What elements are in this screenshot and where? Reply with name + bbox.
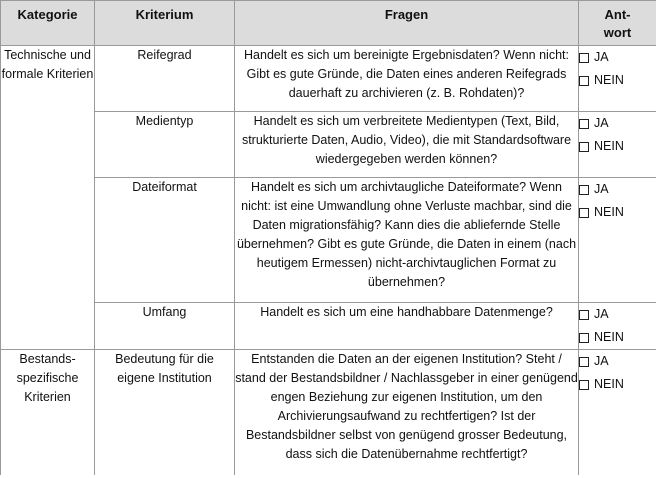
table-row (1, 178, 656, 303)
kategorie-cell: Bestands-spezifische Kriterien (1, 350, 95, 475)
kategorie-cell: Technische und formale Kriterien (1, 46, 95, 350)
option-ja[interactable] (579, 303, 656, 326)
option-ja-label: JA (594, 116, 609, 130)
option-ja-label: JA (594, 354, 609, 368)
checkbox-icon[interactable] (579, 310, 589, 320)
option-nein-label: NEIN (594, 205, 624, 219)
checkbox-icon[interactable] (579, 185, 589, 195)
table-row (1, 46, 656, 112)
antwort-cell (579, 350, 656, 475)
antwort-cell (579, 46, 656, 112)
option-ja[interactable] (579, 178, 656, 201)
checkbox-icon[interactable] (579, 53, 589, 63)
option-ja-label: JA (594, 50, 609, 64)
table-row (1, 112, 656, 178)
option-nein[interactable] (579, 69, 656, 92)
antwort-cell (579, 178, 656, 303)
kriterium-cell: Dateiformat (95, 178, 235, 303)
kriterium-cell: Bedeutung für die eigene Institution (95, 350, 235, 475)
frage-cell: Handelt es sich um verbreitete Medientypen (Text, Bild, strukturierte Daten, Audio, Video), die mit Standardsoftware wiedergegeben werden können? (235, 112, 579, 178)
kriterium-cell: Umfang (95, 303, 235, 350)
option-ja-label: JA (594, 307, 609, 321)
table-header-row (1, 1, 656, 46)
checkbox-icon[interactable] (579, 380, 589, 390)
header-antwort-label: Ant- wort (603, 7, 632, 40)
antwort-cell (579, 303, 656, 350)
header-kriterium: Kriterium (95, 1, 235, 46)
checkbox-icon[interactable] (579, 76, 589, 86)
checkbox-icon[interactable] (579, 119, 589, 129)
checkbox-icon[interactable] (579, 208, 589, 218)
table-row (1, 350, 656, 475)
frage-cell: Handelt es sich um archivtaugliche Dateiformate? Wenn nicht: ist eine Umwandlung ohne Verluste machbar, sind die Daten migrationsfähig? Kann dies die abliefernde Stelle übernehmen? Gibt es gute Gründe, die Daten in einem (nach heutigem Ermessen) nicht-archivtauglichen Format zu übernehmen? (235, 178, 579, 303)
option-nein[interactable] (579, 326, 656, 349)
option-ja[interactable] (579, 112, 656, 135)
kriterium-cell: Medientyp (95, 112, 235, 178)
checkbox-icon[interactable] (579, 333, 589, 343)
header-antwort (579, 1, 656, 46)
header-kategorie: Kategorie (1, 1, 95, 46)
frage-cell: Entstanden die Daten an der eigenen Institution? Steht / stand der Bestandsbildner / Nachlassgeber in einer genügend engen Beziehung zur eigenen Institution, um den Archivierungsaufwand zu rechtfertigen? Ist der Bestandsbildner selbst von genügend grosser Bedeutung, dass sich die Datenübernahme rechtfertigt? (235, 350, 579, 475)
option-nein-label: NEIN (594, 377, 624, 391)
table-row (1, 303, 656, 350)
frage-cell: Handelt es sich um eine handhabbare Datenmenge? (235, 303, 579, 350)
option-nein-label: NEIN (594, 330, 624, 344)
frage-cell: Handelt es sich um bereinigte Ergebnisdaten? Wenn nicht: Gibt es gute Gründe, die Daten eines anderen Reifegrads dauerhaft zu archivieren (z. B. Rohdaten)? (235, 46, 579, 112)
option-ja-label: JA (594, 182, 609, 196)
option-nein[interactable] (579, 373, 656, 396)
kriterium-cell: Reifegrad (95, 46, 235, 112)
option-nein[interactable] (579, 135, 656, 158)
option-nein-label: NEIN (594, 73, 624, 87)
antwort-cell (579, 112, 656, 178)
option-ja[interactable] (579, 46, 656, 69)
option-ja[interactable] (579, 350, 656, 373)
checkbox-icon[interactable] (579, 357, 589, 367)
option-nein-label: NEIN (594, 139, 624, 153)
checkbox-icon[interactable] (579, 142, 589, 152)
option-nein[interactable] (579, 201, 656, 224)
header-fragen: Fragen (235, 1, 579, 46)
